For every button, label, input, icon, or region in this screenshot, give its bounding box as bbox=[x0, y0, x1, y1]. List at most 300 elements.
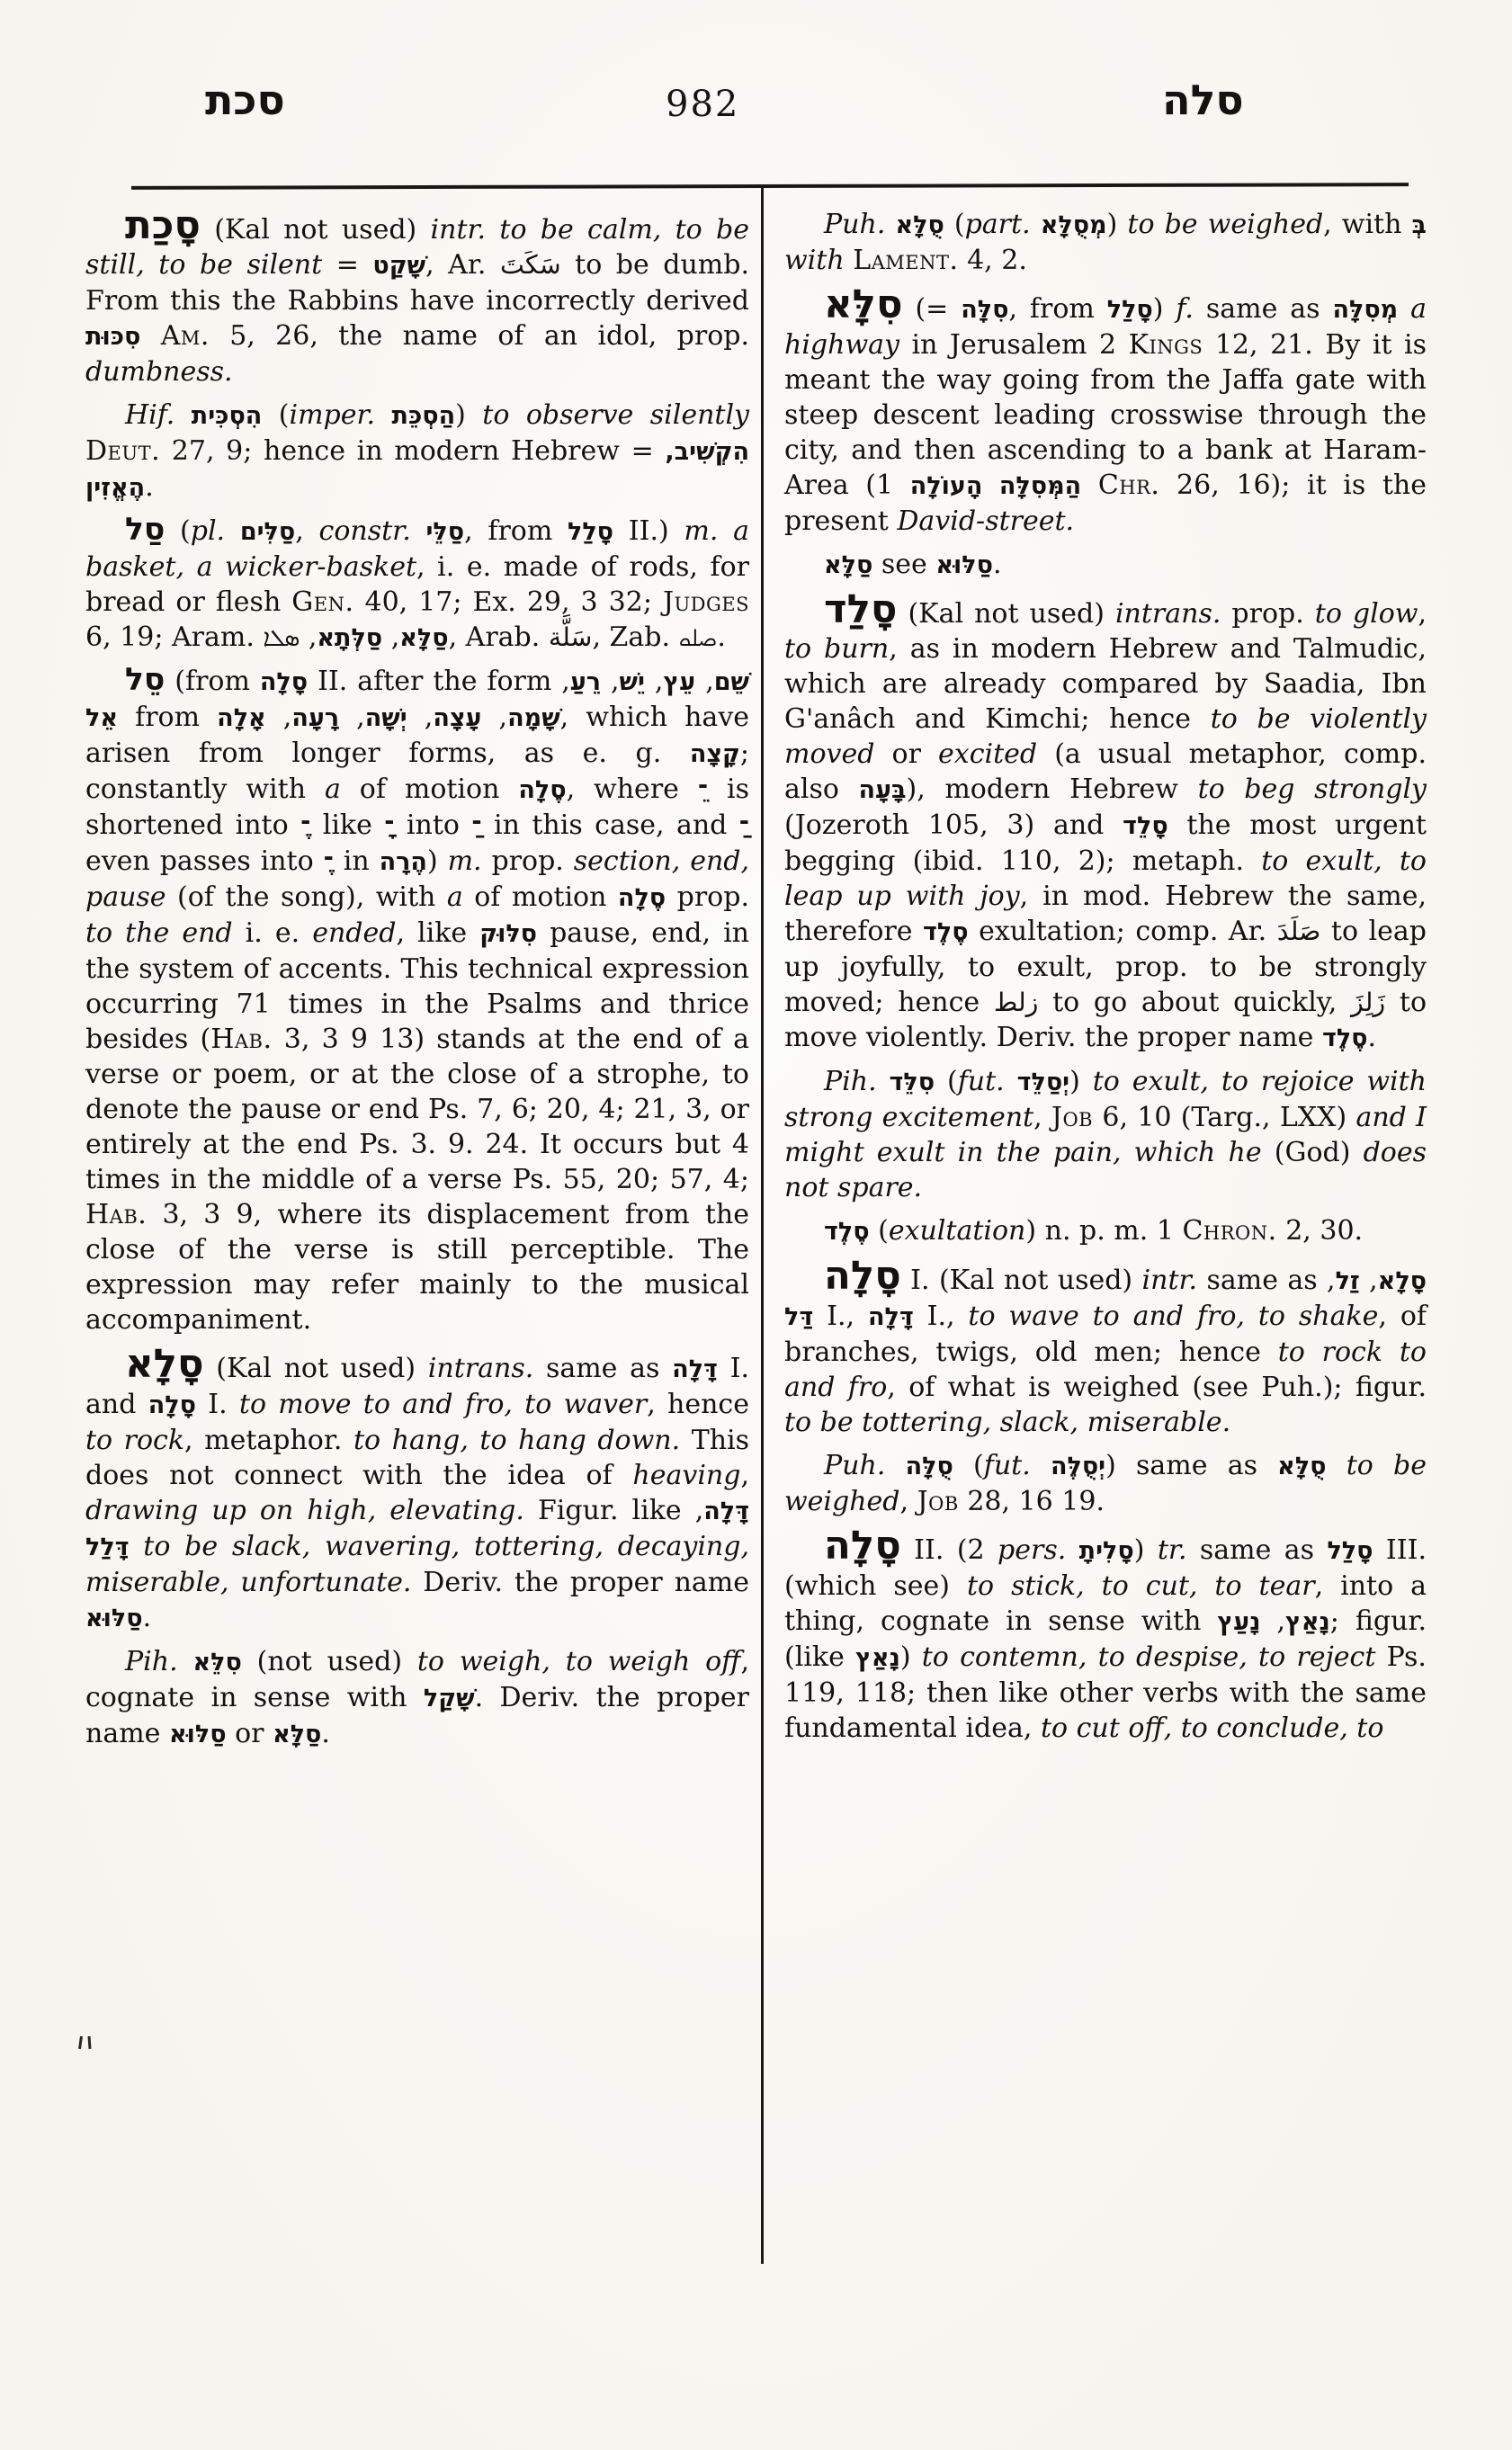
paragraph bbox=[85, 203, 749, 389]
text-run-sc: Job bbox=[917, 1486, 959, 1517]
text-run-hl: סָלַד bbox=[824, 587, 898, 632]
text-run-n: pause, end, in the system of accents. This technical expression occurring 71 times in the Psalms and thrice besides ( bbox=[85, 917, 749, 1055]
text-run-n: prop. bbox=[481, 845, 574, 877]
text-run-i: to rock to and fro bbox=[784, 1337, 1427, 1403]
text-run-h: שֵׁם bbox=[713, 668, 750, 696]
text-run-n: , bbox=[601, 666, 620, 697]
text-run-n: of motion bbox=[462, 881, 618, 913]
text-run-i: and I might exult in the pain, which he bbox=[784, 1102, 1427, 1168]
text-run-hl: סִלָּא bbox=[824, 282, 903, 327]
text-run-n: , like bbox=[396, 917, 480, 949]
text-run-i: to be violently moved bbox=[784, 703, 1427, 770]
text-run-n bbox=[1398, 293, 1410, 325]
right-column bbox=[784, 207, 1427, 1746]
text-run-hm: סַל bbox=[125, 512, 166, 548]
text-run-n: ) bbox=[455, 399, 483, 431]
text-run-i: intr. to be calm, to be still, to be silent bbox=[85, 214, 749, 281]
text-run-n: , bbox=[899, 1486, 917, 1517]
text-run-h: ־ֵ bbox=[697, 776, 709, 804]
text-run-i: intr. bbox=[1141, 1265, 1198, 1296]
text-run-h: יְסֻלֶּה bbox=[1050, 1453, 1106, 1480]
text-run-i: to glow bbox=[1314, 598, 1418, 630]
text-run-n: to move violently. Deriv. the proper name bbox=[784, 987, 1427, 1053]
text-run-n: 4, 2. bbox=[958, 245, 1027, 276]
text-run-n: (= bbox=[902, 293, 962, 325]
text-run-h: סֶלֶד bbox=[824, 1218, 870, 1246]
text-run-n: or bbox=[226, 1718, 273, 1749]
text-run-i: to be tottering, slack, miserable. bbox=[784, 1407, 1231, 1438]
text-run-sc: Hab. bbox=[85, 1199, 148, 1230]
text-run-n: is shortened into bbox=[85, 773, 749, 841]
text-run-n: , bbox=[561, 666, 570, 697]
paragraph bbox=[784, 1254, 1427, 1440]
text-run-h: דָּלָה bbox=[867, 1303, 914, 1331]
text-run-h: סִכּוּת bbox=[85, 323, 141, 351]
text-run-n: ( bbox=[869, 1215, 889, 1247]
text-run-n: II.) bbox=[613, 515, 684, 547]
text-run-n: , bbox=[695, 666, 714, 697]
text-run-n: , i. e. made of rods, for bread or flesh bbox=[85, 551, 749, 618]
text-run-n: , Arab. bbox=[448, 621, 549, 653]
text-run-n: , bbox=[694, 1495, 704, 1526]
text-run-n: , which have arisen from longer forms, as e. g. bbox=[85, 702, 750, 769]
text-run-i: to move to and fro, to waver bbox=[238, 1389, 648, 1420]
text-run-h: סֻלָּה bbox=[905, 1453, 953, 1480]
text-run-i: to rock bbox=[85, 1425, 185, 1456]
scan-artifact-mark bbox=[77, 2036, 94, 2065]
text-run-n: Deriv. the proper name bbox=[411, 1567, 749, 1598]
text-run-i: to be weighed bbox=[784, 1450, 1427, 1517]
text-run-i: pers. bbox=[998, 1534, 1079, 1566]
text-run-n: . bbox=[142, 1602, 152, 1633]
text-run-i: does not spare. bbox=[784, 1137, 1427, 1203]
text-run-h: סַלָּא bbox=[824, 551, 873, 579]
paragraph bbox=[85, 1342, 750, 1636]
paragraph bbox=[784, 282, 1427, 539]
text-run-i: David-street. bbox=[897, 505, 1075, 537]
paragraph bbox=[784, 547, 1427, 583]
text-run-ar: زلط bbox=[993, 988, 1039, 1017]
text-run-n bbox=[130, 1531, 144, 1562]
text-run-n: , bbox=[1418, 598, 1427, 630]
text-run-n: 40, 17; Ex. 29, 3 32; bbox=[353, 586, 663, 618]
text-run-i: Puh. bbox=[824, 209, 896, 240]
text-run-h: סָלֵד bbox=[1123, 812, 1168, 840]
text-run-h: דָּלַל bbox=[85, 1533, 130, 1561]
text-run-h: יְסַלֵּד bbox=[1016, 1069, 1070, 1096]
text-run-i: to burn bbox=[784, 633, 890, 665]
text-run-h: נָאַץ bbox=[855, 1644, 900, 1672]
text-run-n: ) bbox=[899, 1641, 922, 1673]
text-run-i: Puh. bbox=[824, 1450, 906, 1481]
text-run-i: to hang, to hang down. bbox=[353, 1425, 681, 1456]
text-run-h: סֶלָה bbox=[617, 884, 667, 912]
text-run-i: section, end, pause bbox=[85, 845, 750, 913]
text-run-sc: Judges bbox=[662, 586, 749, 618]
text-run-ar: سَلَّة bbox=[548, 622, 593, 652]
text-run-i: to be weighed bbox=[1127, 209, 1324, 240]
text-run-h: שָׁמָה bbox=[507, 704, 560, 732]
text-run-i: to exult, to leap up with joy bbox=[784, 845, 1427, 912]
text-run-h: סָלַל bbox=[1327, 1537, 1373, 1565]
text-run-n: prop. bbox=[666, 881, 749, 913]
text-run-n: same as bbox=[1197, 1265, 1328, 1296]
text-run-n: , bbox=[740, 1460, 749, 1491]
text-run-h: ־ֶ bbox=[300, 812, 311, 840]
text-run-n: ( bbox=[953, 1450, 984, 1481]
text-run-h: רֵעַ bbox=[569, 668, 602, 696]
text-run-n: I. (Kal not used) bbox=[900, 1265, 1142, 1296]
text-run-n: same as bbox=[1193, 293, 1333, 325]
text-run-n: ) bbox=[426, 845, 448, 877]
text-run-i: heaving bbox=[632, 1460, 741, 1491]
text-run-n: (from bbox=[165, 666, 260, 697]
text-run-n: , with bbox=[1323, 209, 1412, 240]
text-run-n: , as in modern Hebrew and Talmudic, which are already compared by Saadia, Ibn G'anâch and Kimchi; hence bbox=[784, 633, 1427, 735]
text-run-n: 2, 30. bbox=[1276, 1215, 1364, 1247]
text-run-h: אֵל bbox=[85, 704, 118, 732]
text-run-h: בְּ bbox=[1411, 211, 1427, 239]
text-run-n: I. bbox=[195, 1389, 239, 1420]
text-run-n: to leap up joyfully, to exult, prop. to be strongly moved; hence bbox=[784, 916, 1427, 1018]
text-run-hl: סָלָא bbox=[125, 1342, 204, 1387]
text-run-n: to go about quickly, bbox=[1038, 987, 1352, 1018]
text-run-n: , bbox=[295, 515, 319, 547]
text-run-n: (a usual metaphor, comp. also bbox=[784, 738, 1427, 805]
text-run-sc: Deut. bbox=[85, 435, 161, 467]
text-run-i: to the end bbox=[85, 917, 233, 949]
text-run-n: exultation; comp. Ar. bbox=[968, 916, 1277, 947]
text-run-n: , cognate in sense with bbox=[85, 1646, 749, 1713]
text-run-n: 6, 19; Aram. bbox=[85, 621, 264, 653]
text-run-n: to be dumb. From this the Rabbins have incorrectly derived bbox=[85, 249, 749, 317]
text-run-n: II. (2 bbox=[900, 1534, 998, 1566]
text-run-i: imper. bbox=[289, 399, 392, 431]
text-run-h: סֻלָּא bbox=[1277, 1453, 1327, 1480]
text-run-n: 28, 16 19. bbox=[958, 1486, 1105, 1517]
text-run-h: סָלִיתָ bbox=[1078, 1537, 1134, 1565]
text-run-sc: Hab. bbox=[210, 1024, 273, 1055]
text-run-n: (of the song), with bbox=[166, 881, 447, 913]
text-run-sc: Chr. bbox=[1097, 469, 1160, 501]
text-run-n: prop. bbox=[1221, 598, 1315, 630]
text-run-n: same as bbox=[1186, 1534, 1328, 1566]
text-run-h: סַלּוּא bbox=[168, 1721, 227, 1748]
text-run-h: סִלֵּד bbox=[889, 1069, 935, 1096]
text-run-n: (Kal not used) bbox=[897, 598, 1115, 630]
text-run-i: intrans. bbox=[427, 1353, 534, 1384]
text-run-i: to cut off, to conclude, to bbox=[1040, 1712, 1384, 1744]
column-divider-rule bbox=[761, 186, 764, 2264]
left-column bbox=[85, 203, 750, 1752]
text-run-n: ( bbox=[935, 1066, 958, 1097]
text-run-n: , bbox=[481, 702, 508, 733]
text-run-n: like bbox=[310, 809, 385, 841]
text-run-n: Ps. 119, 118; then like other verbs with the same fundamental idea, bbox=[784, 1641, 1427, 1744]
text-run-h: שָׁקַט bbox=[372, 252, 426, 280]
text-run-n: 1 bbox=[875, 469, 1098, 501]
text-run-h: סַלְּתָא bbox=[317, 624, 383, 652]
text-run-n: , bbox=[339, 702, 365, 733]
paragraph bbox=[784, 587, 1427, 1056]
text-run-n: , bbox=[1260, 1605, 1285, 1637]
paragraph bbox=[784, 207, 1427, 278]
text-run-n: , bbox=[1327, 1265, 1336, 1296]
text-run-i: Hif. bbox=[125, 399, 192, 431]
text-run-n: , bbox=[300, 621, 318, 653]
text-run-hl: סָלָה bbox=[824, 1524, 901, 1569]
text-run-h: הַמְּסִלָּה הָעוֹלָה bbox=[909, 472, 1082, 500]
text-run-h: סַלָּא bbox=[399, 624, 449, 652]
text-run-n: see bbox=[872, 549, 936, 580]
text-run-h: סַלִּים bbox=[239, 518, 296, 546]
text-run-h: מְסִלָּה bbox=[1332, 296, 1399, 324]
text-run-n: I., bbox=[813, 1301, 868, 1332]
text-run-i: to contemn, to despise, to reject bbox=[921, 1641, 1376, 1673]
text-run-i: to stick, to cut, to tear bbox=[967, 1570, 1315, 1602]
text-run-i: f. bbox=[1176, 293, 1194, 325]
text-run-i: to exult, to rejoice with strong excitement bbox=[784, 1066, 1427, 1133]
header-rule bbox=[131, 183, 1409, 190]
text-run-i: to beg strongly bbox=[1197, 773, 1427, 805]
text-run-h: סַלּוּא bbox=[85, 1605, 143, 1632]
text-run-n: 12, 21. By it is meant the way going from the Jaffa gate with steep descent leading crosswise through the city, and then ascending to a bank at Haram-Area ( bbox=[784, 329, 1427, 501]
text-run-i: fut. bbox=[957, 1066, 1017, 1097]
text-run-i: with bbox=[784, 245, 845, 276]
text-run-n: 6, 10 (Targ., LXX) bbox=[1093, 1102, 1356, 1133]
paragraph bbox=[784, 1524, 1427, 1746]
text-run-ar: زَلِزَ bbox=[1351, 988, 1386, 1017]
text-run-h: סָלָה bbox=[148, 1391, 196, 1419]
text-run-n: 3, 3 9, where its displacement from the close of the verse is still perceptible. The expression may refer mainly to the musical accompaniment. bbox=[85, 1199, 749, 1336]
text-run-n: . Deriv. the proper name bbox=[85, 1682, 749, 1749]
text-run-n: . bbox=[1367, 1022, 1377, 1053]
text-run-n: , in mod. Hebrew the same, therefore bbox=[784, 881, 1427, 947]
text-run-n: 27, 9; hence in modern Hebrew = bbox=[160, 435, 666, 467]
text-run-h: סָלַל bbox=[1106, 296, 1153, 324]
text-run-sc: Chron. bbox=[1182, 1215, 1277, 1247]
text-run-n: or bbox=[874, 738, 939, 770]
text-run-n: III. (which see) bbox=[784, 1534, 1427, 1602]
text-run-n: 3, 3 9 13) stands at the end of a verse or poem, or at the close of a strophe, to denote the pause or end Ps. 7, 6; 20, 4; 21, 3, or entirely at the end Ps. 3. 9. 24. It occurs but 4 times in the middle of a verse Ps. 55, 20; 57, 4; bbox=[85, 1024, 750, 1195]
text-run-i: to be slack, wavering, tottering, decaying, miserable, unfortunate. bbox=[85, 1531, 749, 1598]
text-run-i: ended bbox=[312, 917, 397, 949]
text-run-n bbox=[845, 245, 854, 276]
text-run-hl: סָכַת bbox=[125, 203, 201, 248]
paragraph bbox=[85, 398, 749, 505]
text-run-n: 26, 16); it is the present bbox=[784, 469, 1427, 537]
text-run-n: = bbox=[322, 249, 373, 281]
text-run-n: ) same as bbox=[1105, 1450, 1278, 1481]
paragraph bbox=[784, 1448, 1427, 1519]
text-run-sy: ܣܠܐ bbox=[263, 624, 300, 652]
text-run-sc: Job bbox=[1051, 1102, 1094, 1133]
text-run-n: ) n. p. m. 1 bbox=[1025, 1215, 1183, 1247]
text-run-ar: سَكَتَ bbox=[499, 250, 561, 280]
text-run-h: עֵץ bbox=[663, 668, 696, 696]
text-run-n: II. after the form bbox=[308, 666, 562, 697]
text-run-n bbox=[1327, 1450, 1346, 1481]
text-run-h: סַלֵּי bbox=[425, 518, 465, 546]
paragraph bbox=[784, 1064, 1427, 1205]
text-run-n: , into a thing, cognate in sense with bbox=[784, 1570, 1427, 1637]
text-run-h: סִלָּה bbox=[961, 296, 1009, 324]
text-run-sc: Am. bbox=[160, 320, 210, 352]
text-run-n: , of branches, twigs, old men; hence bbox=[784, 1301, 1427, 1368]
text-run-h: נָעַץ bbox=[1217, 1608, 1261, 1636]
text-run-i: part. bbox=[964, 209, 1041, 240]
text-run-md: ࡎࡋࡀ bbox=[678, 624, 718, 652]
text-run-h: סָלָה bbox=[259, 668, 309, 696]
paragraph bbox=[85, 514, 749, 656]
text-run-h: דָּלָה bbox=[672, 1355, 718, 1383]
text-run-h: סֶלֶד bbox=[923, 918, 969, 946]
text-run-i: to weigh, to weigh off bbox=[416, 1646, 741, 1677]
text-run-h: סַלּוּא bbox=[935, 551, 993, 579]
text-run-i: pl. bbox=[190, 515, 240, 547]
text-run-ar: صَلَدَ bbox=[1276, 917, 1321, 946]
text-run-n: , bbox=[1033, 1102, 1051, 1133]
text-run-h: רָעָה bbox=[291, 704, 340, 732]
text-run-n: , bbox=[265, 702, 292, 733]
text-run-h: קָצָה bbox=[689, 740, 740, 768]
text-run-n: , bbox=[644, 666, 664, 697]
text-run-n: in this case, and bbox=[481, 809, 739, 841]
text-run-n: ) bbox=[1069, 1066, 1093, 1097]
text-run-h: מְסֻלָּא bbox=[1040, 211, 1107, 239]
text-run-i: Pih. bbox=[125, 1646, 193, 1677]
text-run-n: , bbox=[1359, 1265, 1378, 1296]
text-run-sc: Gen. bbox=[291, 586, 354, 618]
text-run-i: a bbox=[324, 773, 341, 805]
text-run-h: הֶרָה bbox=[379, 848, 427, 876]
text-run-n: This does not connect with the idea of bbox=[85, 1425, 750, 1491]
text-run-h: אָלָה bbox=[217, 704, 266, 732]
header-keyword-left: סכת bbox=[205, 76, 285, 124]
text-run-n bbox=[140, 320, 160, 352]
text-run-i: tr. bbox=[1157, 1534, 1187, 1566]
text-run-n: (God) bbox=[1261, 1137, 1364, 1168]
text-run-h: עָצָה bbox=[433, 704, 482, 732]
text-run-i: excited bbox=[938, 738, 1038, 770]
text-run-n: . bbox=[321, 1718, 330, 1749]
text-run-i: drawing up on high, elevating. bbox=[85, 1495, 524, 1526]
text-run-h: סָלַל bbox=[568, 518, 614, 546]
text-run-h: ־ֶ bbox=[323, 848, 334, 876]
text-run-n: , Ar. bbox=[425, 249, 500, 281]
page-number: 982 bbox=[666, 84, 740, 125]
text-run-n: ( bbox=[165, 515, 191, 547]
text-run-h: הִקְשִׁיב, הֶאֱזִין bbox=[85, 438, 749, 502]
text-run-i: exultation bbox=[888, 1215, 1026, 1247]
text-run-h: יֵשׁ bbox=[619, 668, 645, 696]
text-run-n: , hence bbox=[647, 1389, 749, 1420]
text-run-hl: סָלָה bbox=[824, 1254, 901, 1299]
text-run-n: , of what is weighed (see Puh.); figur. bbox=[887, 1372, 1427, 1403]
text-run-n: , where bbox=[566, 773, 698, 805]
text-run-i: intrans. bbox=[1114, 598, 1221, 630]
text-run-h: בָּעָה bbox=[858, 776, 907, 804]
text-run-h: ־ַ bbox=[738, 812, 750, 840]
text-run-n: (not used) bbox=[241, 1646, 417, 1677]
text-run-hm: סֵל bbox=[125, 662, 166, 698]
text-run-n: of motion bbox=[340, 773, 519, 805]
paragraph bbox=[85, 664, 749, 1337]
text-run-h: דָּלָה bbox=[703, 1498, 749, 1525]
text-run-h: יְשָׁה bbox=[364, 704, 407, 732]
text-run-h: סֶלָה bbox=[518, 776, 567, 804]
text-run-h: שָׁקַל bbox=[423, 1685, 475, 1712]
text-run-h: סֶלֶד bbox=[1321, 1024, 1368, 1052]
text-run-n: , metaphor. bbox=[184, 1425, 353, 1456]
text-run-i: m. bbox=[447, 845, 482, 877]
text-run-n: into bbox=[394, 809, 472, 841]
text-run-h: סָלָא bbox=[1377, 1267, 1427, 1295]
text-run-i: fut. bbox=[983, 1450, 1051, 1481]
text-run-n: i. e. bbox=[232, 917, 313, 949]
text-run-h: הַסְכֵּת bbox=[391, 402, 456, 430]
text-run-h: סִלּוּק bbox=[479, 920, 538, 948]
text-run-h: נָאַץ bbox=[1285, 1608, 1330, 1636]
text-run-h: סִלֵּא bbox=[192, 1649, 242, 1677]
text-run-n: Figur. like bbox=[523, 1495, 695, 1526]
text-run-n: 5, 26, the name of an idol, prop. bbox=[209, 320, 749, 352]
text-run-n: ) bbox=[1152, 293, 1176, 325]
text-run-n: same as bbox=[533, 1353, 673, 1384]
text-run-h: דַּל bbox=[784, 1303, 814, 1331]
paragraph bbox=[85, 1644, 749, 1752]
text-run-h: ־ָ bbox=[384, 812, 395, 840]
text-run-h: ־ַ bbox=[471, 812, 482, 840]
header-keyword-right: סלה bbox=[1162, 76, 1244, 124]
text-run-i: constr. bbox=[318, 515, 426, 547]
text-run-n: even passes into bbox=[85, 845, 324, 877]
text-run-n: . bbox=[145, 471, 154, 503]
text-run-n: (Kal not used) bbox=[203, 1353, 428, 1384]
text-run-n: , bbox=[407, 702, 434, 733]
text-run-i: Pih. bbox=[824, 1066, 890, 1097]
text-run-sc: Kings bbox=[1128, 329, 1203, 361]
text-run-n: ( bbox=[262, 399, 290, 431]
text-run-n: in bbox=[333, 845, 380, 877]
text-run-n: , bbox=[382, 621, 400, 653]
text-run-i: to observe silently bbox=[482, 399, 749, 431]
text-run-n: I. and bbox=[85, 1353, 749, 1420]
text-run-i: a highway bbox=[784, 293, 1427, 361]
text-run-h: זַל bbox=[1335, 1267, 1360, 1295]
text-run-n: , from bbox=[464, 515, 568, 547]
text-run-sc: Lament. bbox=[853, 245, 959, 276]
text-run-n: ; constantly with bbox=[85, 738, 749, 805]
text-run-n: ) bbox=[1106, 209, 1128, 240]
text-run-h: סֻלָּא bbox=[895, 211, 944, 239]
text-run-n: from bbox=[118, 702, 218, 733]
text-run-h: הִסְכִּית bbox=[191, 402, 263, 430]
text-run-i: a bbox=[446, 881, 463, 913]
text-run-n: (Kal not used) bbox=[200, 214, 431, 246]
text-run-n: the most urgent begging (ibid. 110, 2); metaph. bbox=[784, 809, 1427, 877]
text-run-i: m. a basket, a wicker-basket bbox=[85, 515, 750, 583]
text-run-n: I., bbox=[913, 1301, 969, 1332]
text-run-n: in Jerusalem 2 bbox=[899, 329, 1129, 361]
paragraph bbox=[784, 1213, 1427, 1249]
text-run-n: . bbox=[717, 621, 726, 653]
text-run-i: dumbness. bbox=[85, 356, 233, 388]
text-run-n: (Jozeroth 105, 3) and bbox=[784, 809, 1123, 841]
text-run-n: ( bbox=[944, 209, 965, 240]
text-run-i: to wave to and fro, to shake bbox=[968, 1301, 1379, 1332]
text-run-n: ) bbox=[1133, 1534, 1158, 1566]
